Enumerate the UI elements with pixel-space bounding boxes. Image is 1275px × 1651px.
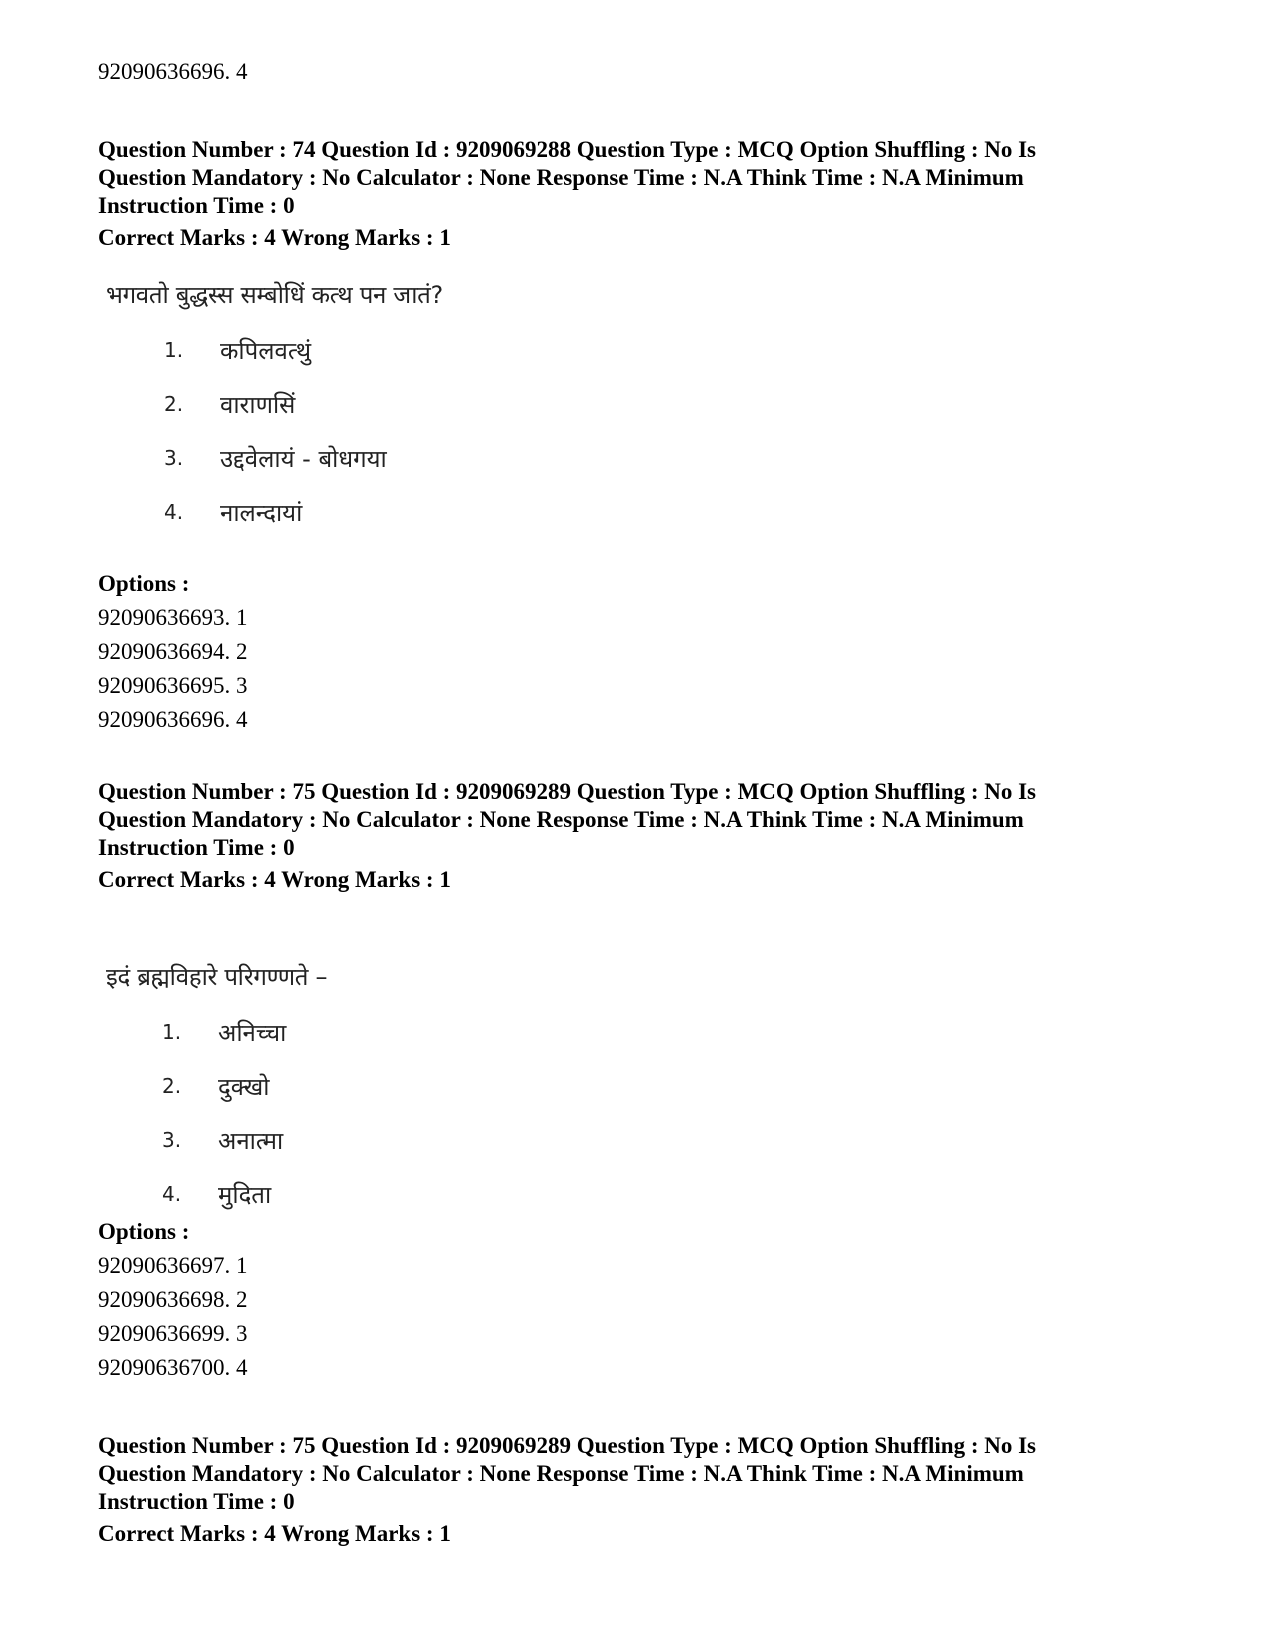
question-text: इदं ब्रह्मविहारे परिगण्णते – [106, 963, 328, 991]
choice-number: 3. [162, 1128, 182, 1152]
question-image [98, 278, 798, 528]
choice-number: 4. [162, 1182, 182, 1206]
option-line: 92090636697. 1 [98, 1253, 248, 1278]
choice-text: नालन्दायां [220, 499, 303, 527]
choice-text: वाराणसिं [220, 391, 296, 419]
question-header-line: Question Number : 75 Question Id : 9209069289 Question Type : MCQ Option Shuffling : No Is [98, 1433, 1037, 1458]
choice-number: 2. [162, 1074, 182, 1098]
choice-text: कपिलवत्थुं [220, 337, 312, 365]
marks-line: Correct Marks : 4 Wrong Marks : 1 [98, 225, 451, 250]
option-line: 92090636695. 3 [98, 673, 248, 698]
question-header-line: Question Mandatory : No Calculator : None Response Time : N.A Think Time : N.A Minimum [98, 807, 1024, 832]
options-label: Options : [98, 1219, 190, 1244]
choice-number: 2. [164, 392, 184, 416]
question-header-line: Question Mandatory : No Calculator : None Response Time : N.A Think Time : N.A Minimum [98, 1461, 1024, 1486]
option-line: 92090636693. 1 [98, 605, 248, 630]
choice-number: 1. [162, 1020, 182, 1044]
question-text: भगवतो बुद्धस्स सम्बोधिं कत्थ पन जातं? [106, 281, 443, 309]
option-line: 92090636700. 4 [98, 1355, 248, 1380]
choice-number: 1. [164, 338, 184, 362]
question-header-line: Instruction Time : 0 [98, 1489, 295, 1514]
choice-text: दुक्खो [218, 1073, 270, 1101]
question-header-line: Question Number : 75 Question Id : 9209069289 Question Type : MCQ Option Shuffling : No Is [98, 779, 1037, 804]
choice-text: मुदिता [218, 1181, 272, 1209]
choice-text: अनिच्चा [218, 1019, 287, 1047]
options-label: Options : [98, 571, 190, 596]
choice-number: 4. [164, 500, 184, 524]
question-header-line: Instruction Time : 0 [98, 835, 295, 860]
choice-number: 3. [164, 446, 184, 470]
marks-line: Correct Marks : 4 Wrong Marks : 1 [98, 867, 451, 892]
choice-text: उद्दवेलायं - बोधगया [220, 445, 387, 473]
option-line: 92090636698. 2 [98, 1287, 248, 1312]
question-header-line: Question Mandatory : No Calculator : None Response Time : N.A Think Time : N.A Minimum [98, 165, 1024, 190]
marks-line: Correct Marks : 4 Wrong Marks : 1 [98, 1521, 451, 1546]
choice-text: अनात्मा [218, 1127, 284, 1155]
option-line: 92090636699. 3 [98, 1321, 248, 1346]
option-line: 92090636694. 2 [98, 639, 248, 664]
option-line: 92090636696. 4 [98, 59, 248, 84]
question-header-line: Instruction Time : 0 [98, 193, 295, 218]
question-header-line: Question Number : 74 Question Id : 9209069288 Question Type : MCQ Option Shuffling : No Is [98, 137, 1037, 162]
option-line: 92090636696. 4 [98, 707, 248, 732]
question-image [98, 960, 798, 1210]
